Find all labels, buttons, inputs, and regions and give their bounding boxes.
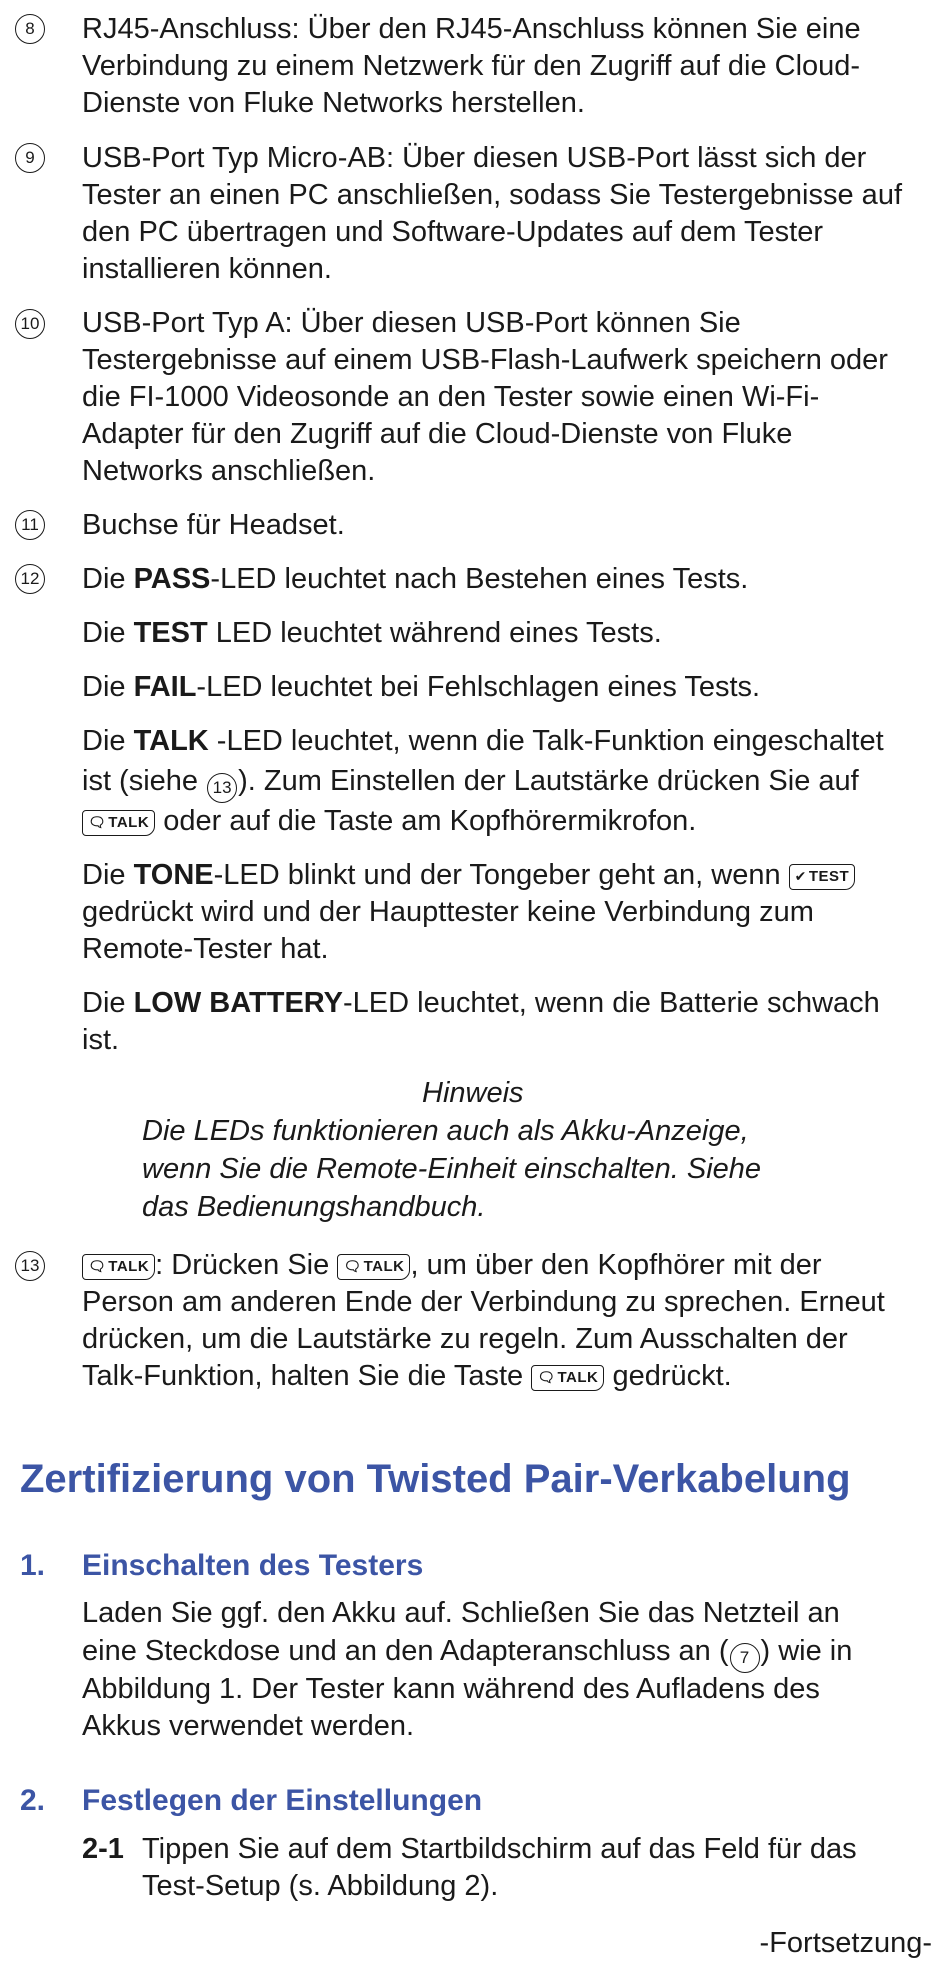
substep-line: Tippen Sie auf dem Startbildschirm auf das Feld für das xyxy=(142,1833,857,1865)
talk-key: 🗨︎ TALK xyxy=(82,810,155,836)
talk-led-text: Die TALK -LED leuchtet, wenn die Talk-Funktion eingeschaltet xyxy=(82,725,884,757)
note-title: Hinweis xyxy=(422,1077,524,1109)
low-battery-led-text: Die LOW BATTERY-LED leuchtet, wenn die Batterie schwach xyxy=(82,987,880,1019)
item-9-line: installieren können. xyxy=(82,253,332,285)
callout-number-13: 13 xyxy=(15,1251,45,1281)
tone-led-text: gedrückt wird und der Haupttester keine Verbindung zum xyxy=(82,896,814,928)
talk-key: 🗨︎ TALK xyxy=(82,1254,155,1280)
low-battery-led-text: ist. xyxy=(82,1024,120,1056)
item-13-line: Talk-Funktion, halten Sie die Taste 🗨︎ TALK gedrückt. xyxy=(82,1360,732,1392)
item-8-line: RJ45-Anschluss: Über den RJ45-Anschluss können Sie eine xyxy=(82,13,861,45)
callout-number-8: 8 xyxy=(15,14,45,44)
item-11-text: Buchse für Headset. xyxy=(82,509,345,541)
callout-number-9: 9 xyxy=(15,143,45,173)
test-key: ✔ TEST xyxy=(789,864,856,890)
item-13-line: Person am anderen Ende der Verbindung zu sprechen. Erneut xyxy=(82,1286,885,1318)
step-1-line: eine Steckdose und an den Adapteranschluss an ( 7 ) wie in xyxy=(82,1633,852,1673)
item-10-line: Adapter für den Zugriff auf die Cloud-Dienste von Fluke xyxy=(82,418,793,450)
speech-bubble-icon: 🗨︎ xyxy=(537,1369,556,1385)
step-1-title: Einschalten des Testers xyxy=(82,1549,424,1582)
talk-led-text: 🗨︎ TALK oder auf die Taste am Kopfhörermikrofon. xyxy=(82,803,696,840)
step-1-line: Laden Sie ggf. den Akku auf. Schließen Sie das Netzteil an xyxy=(82,1597,840,1629)
speech-bubble-icon: 🗨︎ xyxy=(88,814,107,830)
callout-ref-7: 7 xyxy=(730,1643,760,1673)
checkmark-icon: ✔ xyxy=(794,868,807,884)
item-13-line: drücken, um die Lautstärke zu regeln. Zum Ausschalten der xyxy=(82,1323,848,1355)
tone-led-text: Die TONE-LED blinkt und der Tongeber geht an, wenn ✔ TEST xyxy=(82,857,855,894)
section-heading: Zertifizierung von Twisted Pair-Verkabelung xyxy=(20,1457,851,1501)
continued-marker: -Fortsetzung- xyxy=(759,1927,932,1959)
talk-led-text: ist (siehe 13 ). Zum Einstellen der Lautstärke drücken Sie auf xyxy=(82,763,859,803)
note-line: wenn Sie die Remote-Einheit einschalten. Siehe xyxy=(142,1153,762,1185)
step-1-line: Akkus verwendet werden. xyxy=(82,1710,415,1742)
talk-key: 🗨︎ TALK xyxy=(531,1365,604,1391)
note-line: das Bedienungshandbuch. xyxy=(142,1191,486,1223)
callout-number-12: 12 xyxy=(15,564,45,594)
note-line: Die LEDs funktionieren auch als Akku-Anzeige, xyxy=(142,1115,749,1147)
substep-number: 2-1 xyxy=(82,1833,124,1865)
step-1-line: Abbildung 1. Der Tester kann während des Aufladens des xyxy=(82,1673,820,1705)
fail-led-text: Die FAIL-LED leuchtet bei Fehlschlagen eines Tests. xyxy=(82,671,761,703)
item-13-line: 🗨︎ TALK : Drücken Sie 🗨︎ TALK , um über den Kopfhörer mit der xyxy=(82,1247,822,1284)
item-10-line: Testergebnisse auf einem USB-Flash-Laufwerk speichern oder xyxy=(82,344,888,376)
item-8-line: Dienste von Fluke Networks herstellen. xyxy=(82,87,585,119)
item-9-line: USB-Port Typ Micro-AB: Über diesen USB-Port lässt sich der xyxy=(82,142,867,174)
talk-key: 🗨︎ TALK xyxy=(337,1254,410,1280)
step-2-number: 2. xyxy=(20,1784,46,1817)
item-10-line: USB-Port Typ A: Über diesen USB-Port können Sie xyxy=(82,307,741,339)
callout-ref-13: 13 xyxy=(207,773,237,803)
item-10-line: die FI-1000 Videosonde an den Tester sowie einen Wi-Fi- xyxy=(82,381,820,413)
step-1-number: 1. xyxy=(20,1549,46,1582)
callout-number-11: 11 xyxy=(15,510,45,540)
item-9-line: Tester an einen PC anschließen, sodass Sie Testergebnisse auf xyxy=(82,179,903,211)
callout-number-10: 10 xyxy=(15,309,45,339)
item-9-line: den PC übertragen und Software-Updates auf dem Tester xyxy=(82,216,824,248)
pass-led-text: Die PASS-LED leuchtet nach Bestehen eines Tests. xyxy=(82,563,749,595)
step-2-title: Festlegen der Einstellungen xyxy=(82,1784,483,1817)
test-led-text: Die TEST LED leuchtet während eines Tests. xyxy=(82,617,662,649)
speech-bubble-icon: 🗨︎ xyxy=(88,1258,107,1274)
substep-line: Test-Setup (s. Abbildung 2). xyxy=(142,1870,499,1902)
speech-bubble-icon: 🗨︎ xyxy=(343,1258,362,1274)
item-8-line: Verbindung zu einem Netzwerk für den Zugriff auf die Cloud- xyxy=(82,50,861,82)
tone-led-text: Remote-Tester hat. xyxy=(82,933,329,965)
item-10-line: Networks anschließen. xyxy=(82,455,376,487)
